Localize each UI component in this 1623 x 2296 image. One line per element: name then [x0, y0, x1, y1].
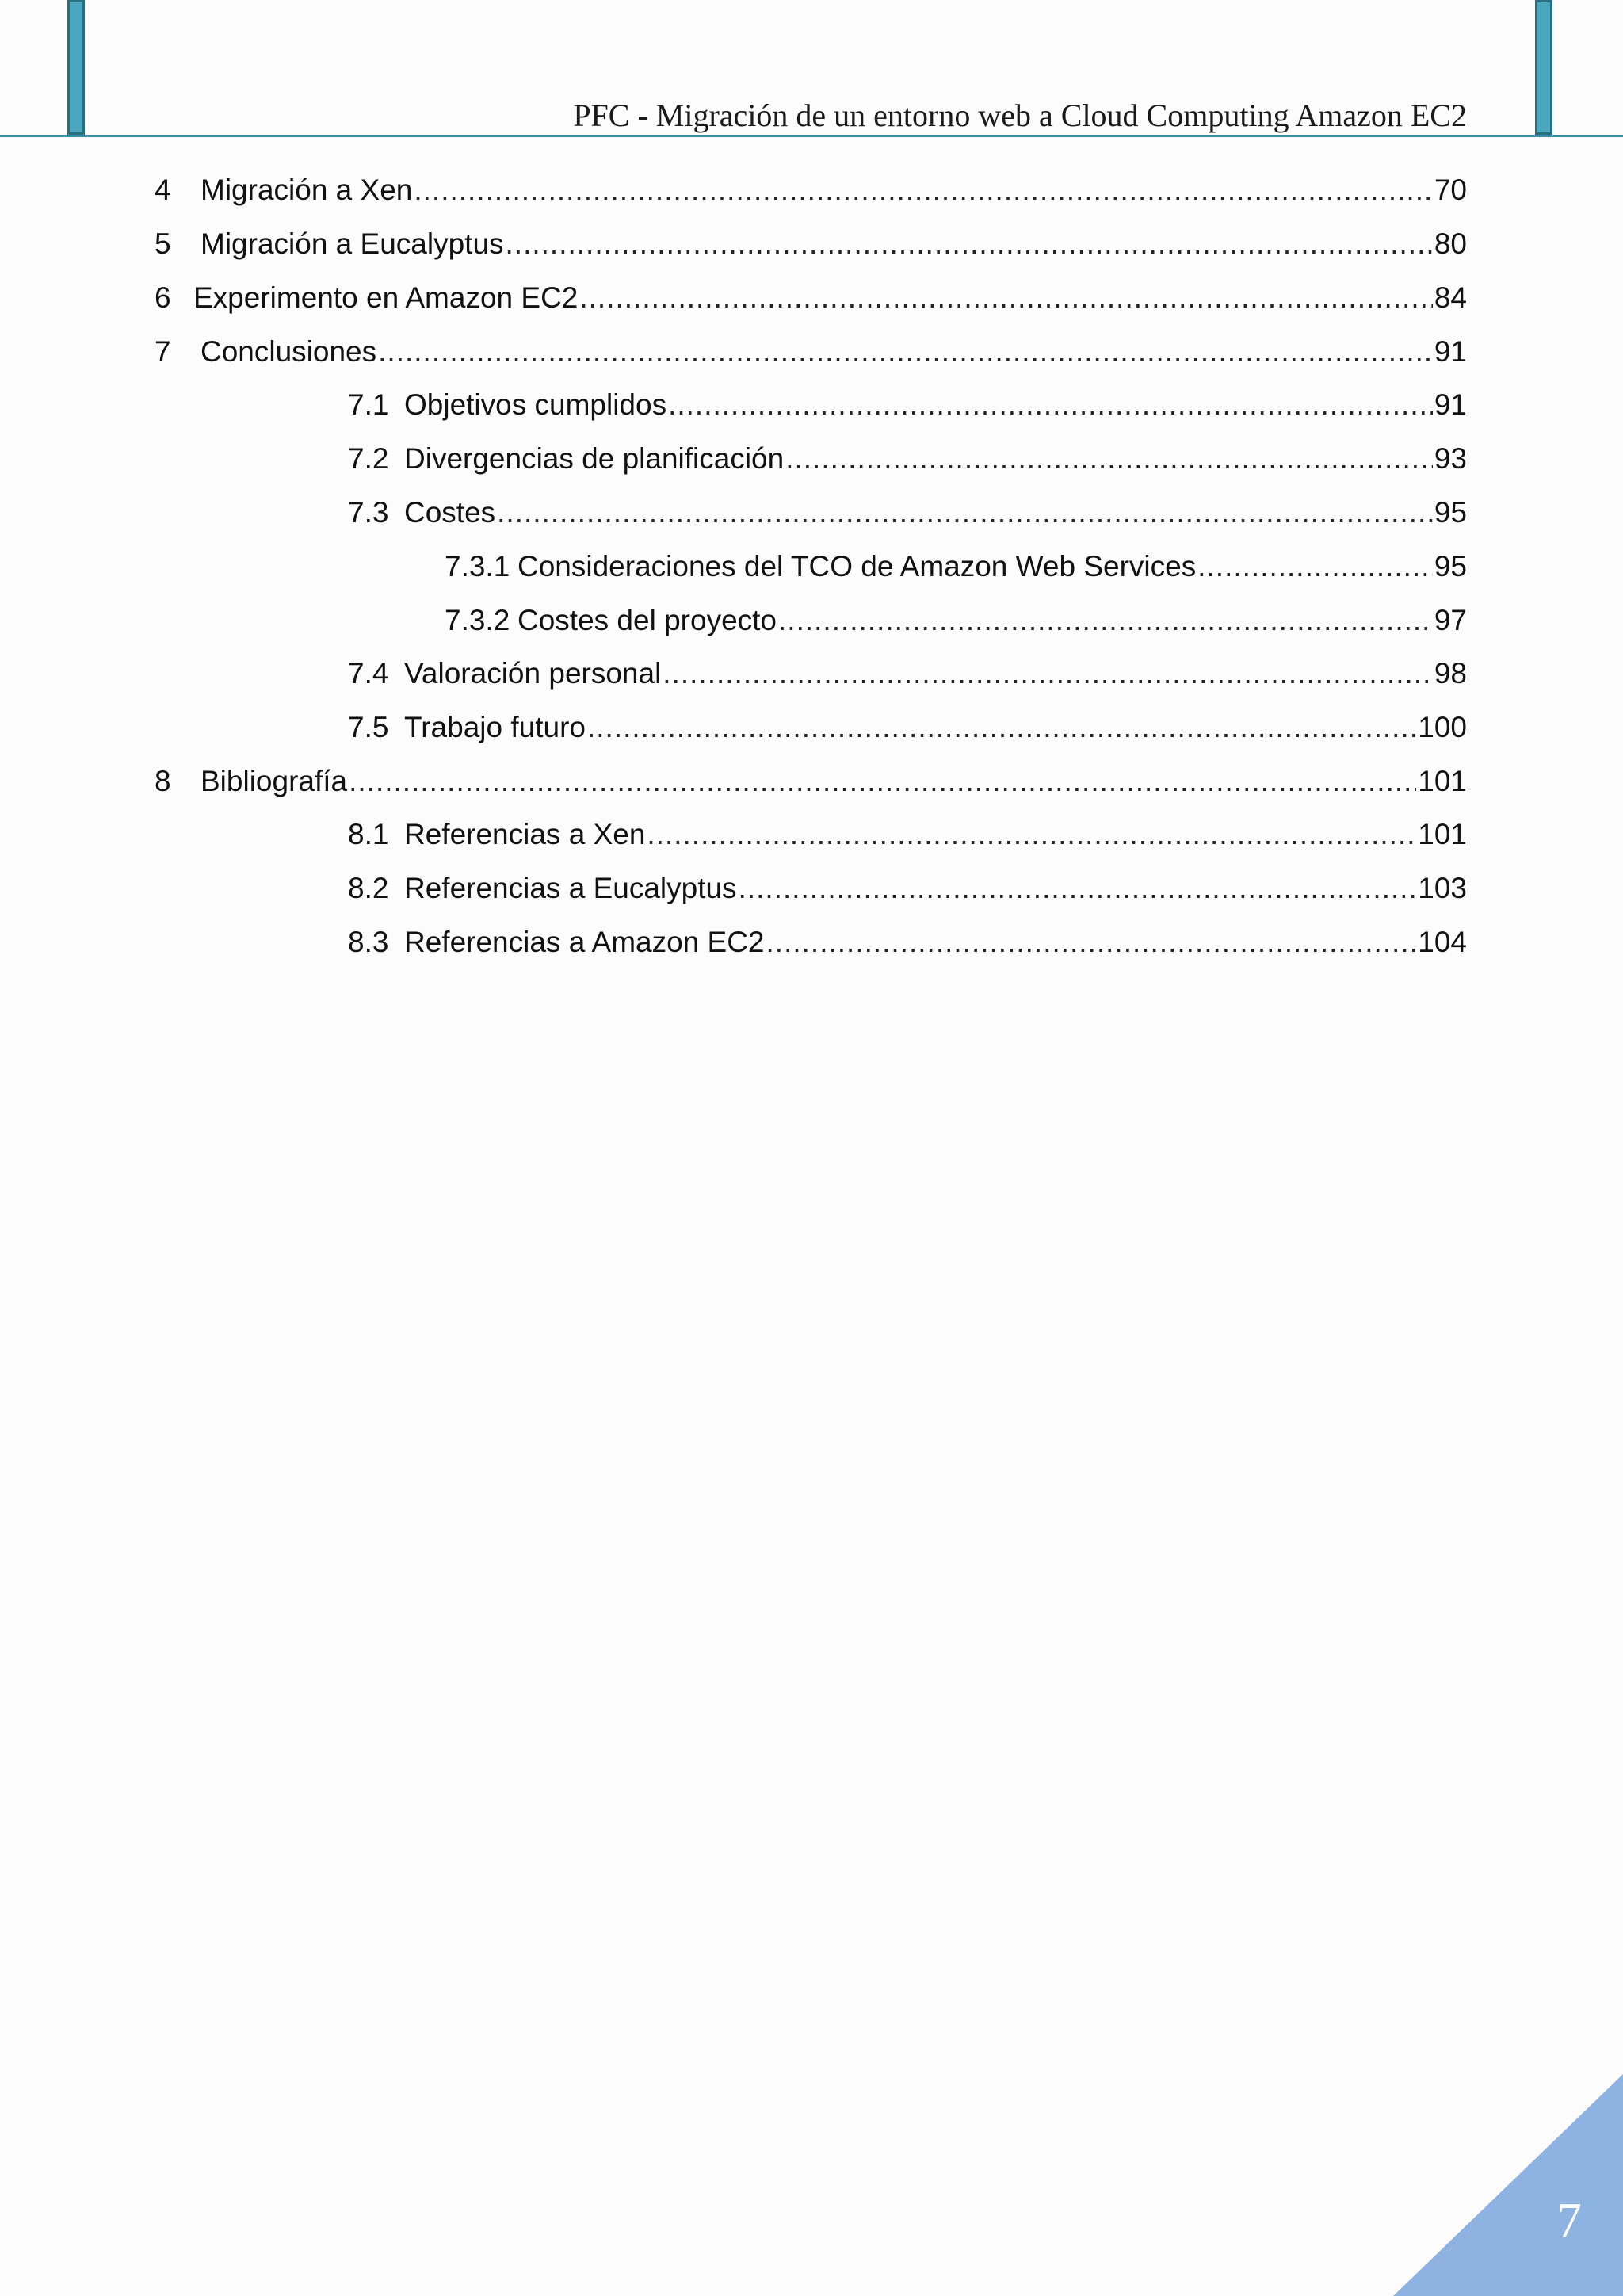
toc-entry-number: 7.3.2 — [445, 604, 510, 636]
corner-triangle — [1393, 2074, 1623, 2296]
toc-entry-page: 101 — [1418, 818, 1467, 850]
toc-entry-number: 8.3 — [348, 926, 389, 958]
toc-entry-page: 95 — [1434, 496, 1467, 529]
toc-dot-leader — [663, 653, 1433, 694]
toc-entry-page: 104 — [1418, 926, 1467, 958]
header-title: PFC - Migración de un entorno web a Cloud Computing Amazon EC2 — [573, 97, 1467, 133]
toc-dot-leader — [647, 814, 1416, 855]
toc-entry-title: Referencias a Xen — [404, 818, 646, 850]
toc-entry-number: 7.3.1 — [445, 550, 510, 583]
toc-entry-page: 84 — [1434, 281, 1467, 314]
toc-entry-title: Trabajo futuro — [404, 711, 586, 743]
toc-entry-number: 5 — [155, 227, 171, 260]
toc-dot-leader — [579, 277, 1432, 319]
toc-entry-6[interactable] — [0, 277, 1623, 319]
toc-entry-title: Migración a Xen — [200, 174, 413, 206]
toc-entry-number: 8.1 — [348, 818, 389, 850]
toc-entry-8-2[interactable] — [0, 868, 1623, 909]
corner-triangle-shape — [1393, 2074, 1623, 2296]
toc-entry-number: 7 — [155, 335, 171, 368]
toc-entry-page: 91 — [1434, 388, 1467, 421]
toc-dot-leader — [349, 761, 1416, 802]
toc-entry-title: Consideraciones del TCO de Amazon Web Services — [517, 550, 1197, 583]
toc-entry-7-5[interactable] — [0, 707, 1623, 748]
toc-entry-title: Costes del proyecto — [517, 604, 777, 636]
toc-dot-leader — [739, 868, 1417, 909]
toc-entry-8[interactable] — [0, 761, 1623, 802]
toc-dot-leader — [587, 707, 1416, 748]
toc-entry-title: Bibliografía — [200, 765, 348, 797]
toc-entry-7-3[interactable] — [0, 492, 1623, 533]
toc-entry-number: 7.2 — [348, 442, 389, 475]
toc-entry-title: Costes — [404, 496, 496, 529]
toc-entry-4[interactable] — [0, 170, 1623, 211]
toc-entry-title: Divergencias de planificación — [404, 442, 785, 475]
toc-entry-7[interactable] — [0, 331, 1623, 372]
toc-dot-leader — [497, 492, 1433, 533]
toc-entry-title: Experimento en Amazon EC2 — [193, 281, 579, 314]
toc-dot-leader — [668, 384, 1433, 426]
toc-entry-title: Referencias a Amazon EC2 — [404, 926, 765, 958]
toc-entry-number: 7.4 — [348, 657, 389, 690]
toc-entry-7-1[interactable] — [0, 384, 1623, 426]
toc-entry-page: 98 — [1434, 657, 1467, 690]
toc-entry-page: 70 — [1434, 174, 1467, 206]
toc-dot-leader — [778, 600, 1433, 641]
toc-entry-title: Migración a Eucalyptus — [200, 227, 504, 260]
toc-dot-leader — [378, 331, 1433, 372]
toc-entry-page: 97 — [1434, 604, 1467, 636]
toc-entry-7-3-2[interactable] — [0, 600, 1623, 641]
toc-entry-7-2[interactable] — [0, 438, 1623, 479]
toc-entry-page: 93 — [1434, 442, 1467, 475]
header-left-bar — [67, 0, 85, 135]
toc-entry-number: 7.5 — [348, 711, 389, 743]
toc-entry-number: 7.3 — [348, 496, 389, 529]
toc-dot-leader — [785, 438, 1433, 479]
toc-dot-leader — [506, 223, 1433, 265]
toc-entry-page: 103 — [1418, 872, 1467, 904]
toc-entry-number: 8.2 — [348, 872, 389, 904]
toc-entry-title: Objetivos cumplidos — [404, 388, 667, 421]
toc-entry-page: 100 — [1418, 711, 1467, 743]
toc-entry-8-3[interactable] — [0, 922, 1623, 963]
page-number: 7 — [1556, 2192, 1582, 2248]
toc-entry-page: 80 — [1434, 227, 1467, 260]
toc-entry-number: 4 — [155, 174, 171, 206]
toc-entry-title: Conclusiones — [200, 335, 377, 368]
toc-dot-leader — [414, 170, 1432, 211]
toc-entry-8-1[interactable] — [0, 814, 1623, 855]
toc-dot-leader — [766, 922, 1417, 963]
toc-dot-leader — [1197, 546, 1433, 587]
toc-entry-number: 8 — [155, 765, 171, 797]
header-rule — [0, 135, 1623, 137]
toc-entry-title: Referencias a Eucalyptus — [404, 872, 737, 904]
toc-entry-page: 101 — [1418, 765, 1467, 797]
toc-entry-7-4[interactable] — [0, 653, 1623, 694]
toc-entry-5[interactable] — [0, 223, 1623, 265]
toc-entry-page: 95 — [1434, 550, 1467, 583]
toc-entry-page: 91 — [1434, 335, 1467, 368]
header-right-bar — [1535, 0, 1552, 135]
toc-entry-number: 7.1 — [348, 388, 389, 421]
toc-entry-7-3-1[interactable] — [0, 546, 1623, 587]
toc-entry-title: Valoración personal — [404, 657, 662, 690]
toc-entry-number: 6 — [155, 281, 171, 314]
